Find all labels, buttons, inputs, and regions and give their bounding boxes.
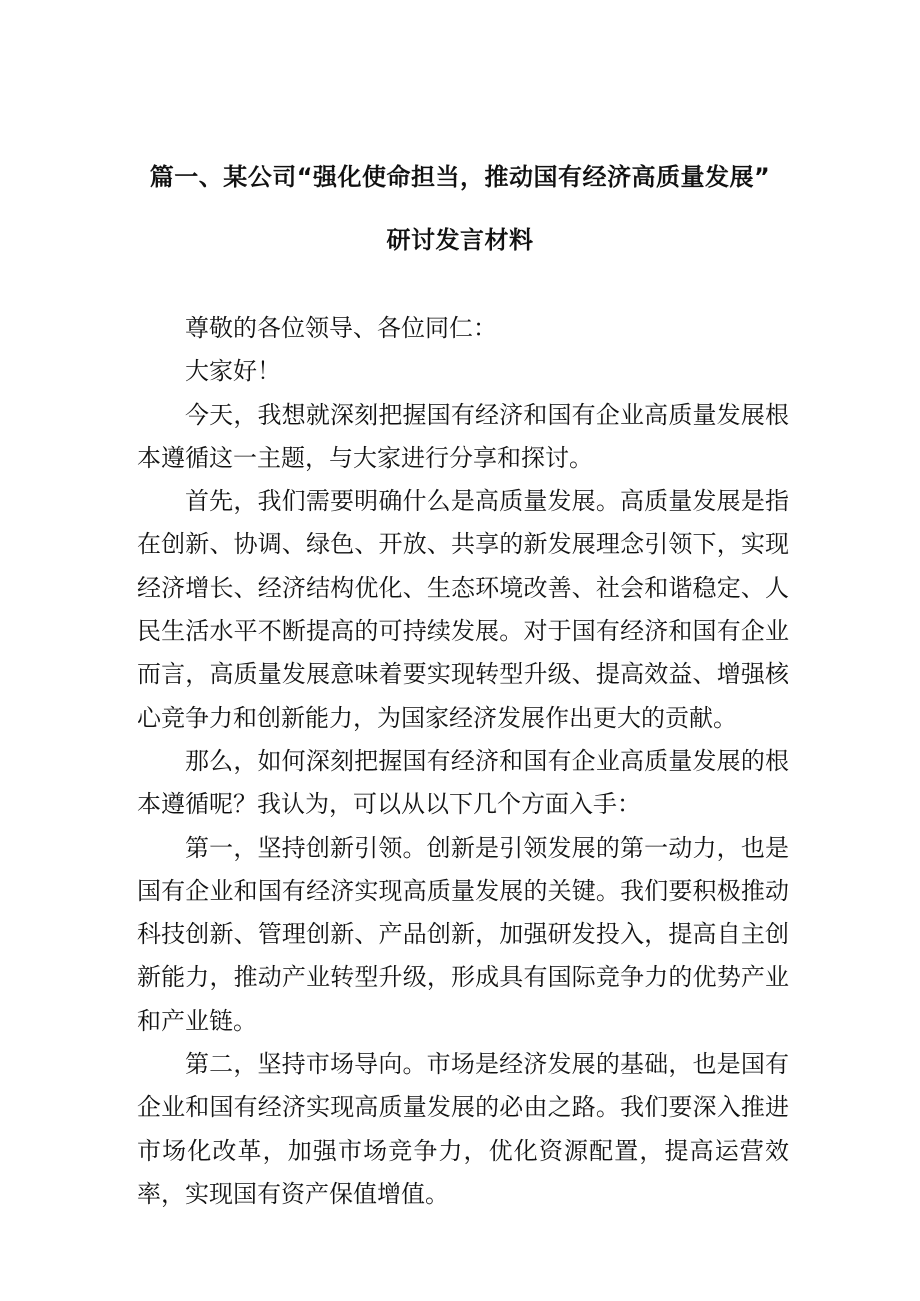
paragraph-point-2: 第二，坚持市场导向。市场是经济发展的基础，也是国有企业和国有经济实现高质量发展的必由之路。我们要深入推进市场化改革，加强市场竞争力，优化资源配置，提高运营效率，实现国有资产保值增值。	[137, 1050, 789, 1208]
paragraph-intro: 今天，我想就深刻把握国有经济和国有企业高质量发展根本遵循这一主题，与大家进行分享和探讨。	[137, 400, 789, 472]
paragraph-question: 那么，如何深刻把握国有经济和国有企业高质量发展的根本遵循呢？我认为，可以从以下几个方面入手：	[137, 746, 789, 819]
greeting: 大家好！	[185, 357, 281, 386]
paragraph-point-1: 第一，坚持创新引领。创新是引领发展的第一动力，也是国有企业和国有经济实现高质量发展的关键。我们要积极推动科技创新、管理创新、产品创新，加强研发投入，提高自主创新能力，推动产业转型升级，形成具有国际竞争力的优势产业和产业链。	[137, 833, 789, 1035]
document-title: 篇一、某公司“强化使命担当，推动国有经济高质量发展”	[149, 163, 771, 191]
salutation: 尊敬的各位领导、各位同仁：	[185, 314, 497, 342]
document-subtitle: 研讨发言材料	[386, 226, 534, 254]
document-body	[137, 307, 789, 1216]
paragraph-definition: 首先，我们需要明确什么是高质量发展。高质量发展是指在创新、协调、绿色、开放、共享的新发展理念引领下，实现经济增长、经济结构优化、生态环境改善、社会和谐稳定、人民生活水平不断提高的可持续发展。对于国有经济和国有企业而言，高质量发展意味着要实现转型升级、提高效益、增强核心竞争力和创新能力，为国家经济发展作出更大的贡献。	[137, 487, 789, 732]
